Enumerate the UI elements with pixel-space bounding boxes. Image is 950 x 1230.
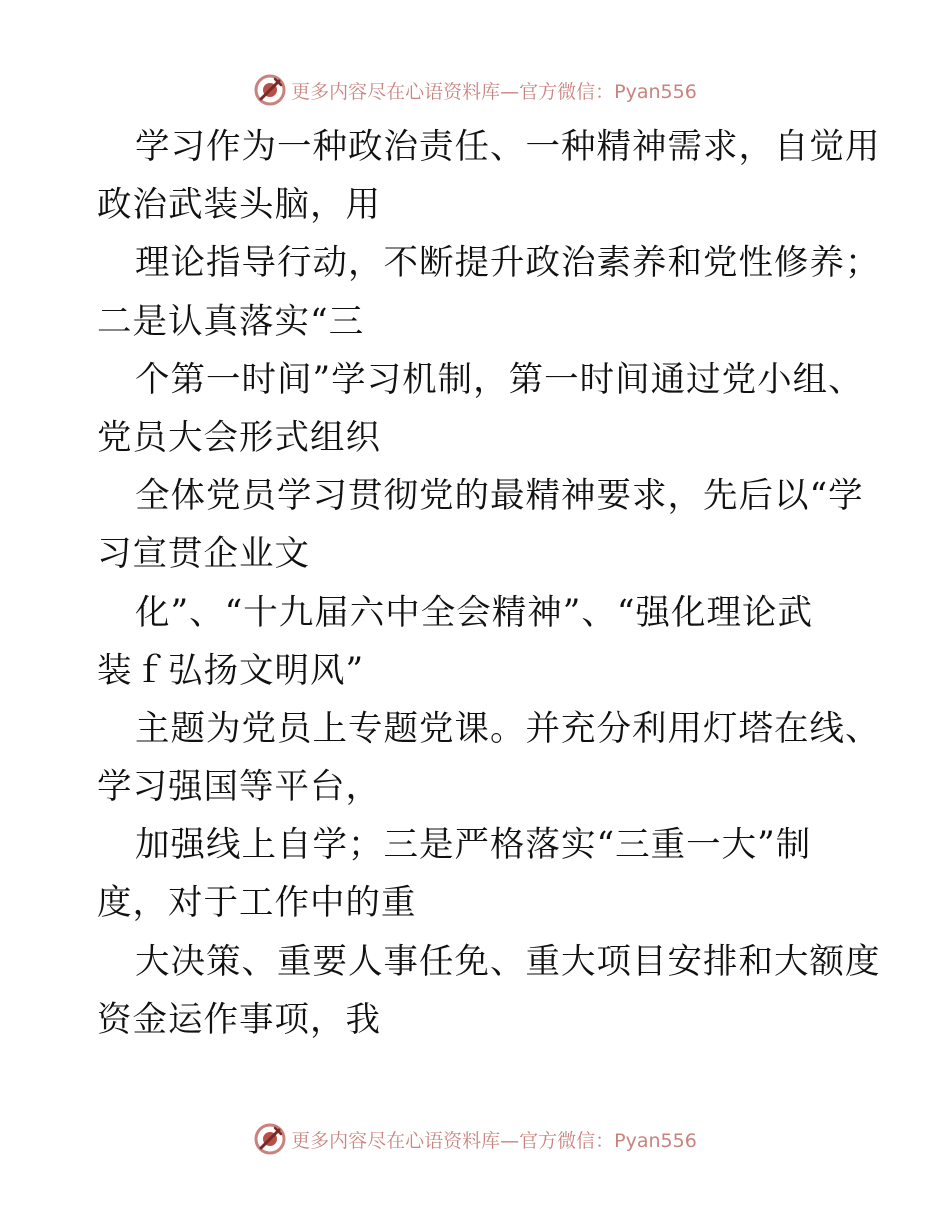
body-line: 加强线上自学；三是严格落实“三重一大”制: [135, 825, 812, 866]
seal-logo-icon: [253, 1122, 287, 1156]
body-line: 政治武装头脑，用: [97, 185, 381, 226]
body-line: 主题为党员上专题党课。并充分利用灯塔在线、: [135, 708, 881, 749]
body-line: 学习强国等平台，: [97, 767, 381, 808]
body-line: 理论指导行动，不断提升政治素养和党性修养；: [135, 243, 881, 284]
body-line: 二是认真落实“三: [97, 301, 365, 342]
body-line: 度，对于工作中的重: [97, 883, 417, 924]
body-line: 大决策、重要人事任免、重大项目安排和大额度: [135, 941, 881, 982]
header-watermark-text: 更多内容尽在心语资料库—官方微信：Pyan556: [291, 80, 697, 103]
footer-watermark-text: 更多内容尽在心语资料库—官方微信：Pyan556: [291, 1129, 697, 1152]
body-line: 化”、“十九届六中全会精神”、“强化理论武: [135, 592, 814, 633]
body-line: 习宣贯企业文: [97, 534, 310, 575]
body-line: 资金运作事项，我: [97, 999, 381, 1040]
body-line: 个第一时间”学习机制，第一时间通过党小组、: [135, 359, 864, 400]
body-line: 党员大会形式组织: [97, 417, 381, 458]
body-line: 学习作为一种政治责任、一种精神需求，自觉用: [135, 127, 881, 167]
footer-watermark: [0, 1121, 950, 1157]
body-line: 全体党员学习贯彻党的最精神要求，先后以“学: [135, 476, 864, 517]
header-watermark: [0, 72, 950, 108]
body-line: 装ｆ弘扬文明风”: [97, 650, 365, 691]
document-body: [0, 118, 950, 1049]
seal-logo-icon: [253, 73, 287, 107]
